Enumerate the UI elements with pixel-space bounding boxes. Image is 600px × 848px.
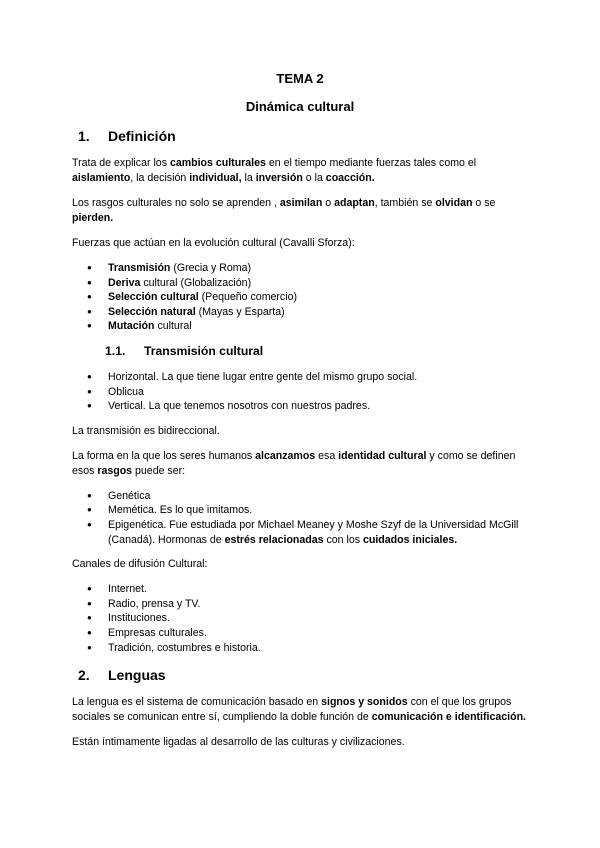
list-item: ● Horizontal. La que tiene lugar entre gente del mismo grupo social. (72, 370, 528, 385)
document-subtitle: Dinámica cultural (245, 99, 355, 114)
paragraph-ligadas: Están íntimamente ligadas al desarrollo de las culturas y civilizaciones. (72, 736, 405, 749)
list-item (72, 518, 528, 547)
section-heading-definicion (72, 126, 528, 146)
paragraph-fuerzas: Fuerzas que actúan en la evolución cultural (Cavalli Sforza): (72, 237, 355, 249)
text-run: Epigenética. Fue estudiada por Michael Meaney y Moshe Szyf de la Universidad McGill (Canadá). Hormonas de (108, 518, 519, 546)
bold-term: identidad cultural (338, 449, 427, 462)
subsection-number: 1.1. (105, 343, 126, 358)
subsection-title: Transmisión cultural (144, 343, 264, 358)
list-item: ● Instituciones. (72, 611, 528, 626)
list-item: ● Genética (72, 489, 528, 504)
text-run: en el tiempo mediante fuerzas tales como el (265, 157, 477, 169)
paragraph-forma (72, 449, 528, 479)
section-heading-lenguas (72, 665, 528, 685)
channels-list (72, 582, 528, 655)
section-number: 2. (78, 667, 90, 684)
list-item (72, 290, 528, 305)
bold-term: rasgos (97, 464, 133, 477)
list-item: ● Empresas culturales. (72, 626, 528, 641)
paragraph-lengua (72, 695, 528, 725)
bold-term: cuidados iniciales. (362, 533, 458, 546)
document-title: TEMA 2 (276, 71, 324, 86)
subsection-heading-transmision (72, 342, 528, 360)
bold-term: aislamiento (72, 172, 131, 184)
transmission-types-list (72, 370, 528, 414)
text-run: , la decisión (130, 172, 190, 184)
text-run: cultural (154, 320, 192, 333)
paragraph-definition (72, 156, 528, 186)
list-item: ● Memética. Es lo que imitamos. (72, 503, 528, 518)
bold-term: olvidan (435, 197, 473, 209)
list-item: ● Radio, prensa y TV. (72, 597, 528, 612)
bold-term: Mutación (108, 320, 155, 333)
bold-term: signos y sonidos (321, 696, 408, 709)
text-run: (Mayas y Esparta) (195, 305, 285, 318)
bold-term: asimilan (279, 197, 323, 209)
text-run: la (241, 172, 256, 184)
bold-term: adaptan (334, 197, 375, 209)
document-page (72, 70, 528, 750)
bold-term: Deriva (108, 276, 141, 289)
text-run: y como se definen esos (72, 449, 516, 477)
paragraph-canales: Canales de difusión Cultural: (72, 558, 208, 571)
list-item: ● Vertical. La que tenemos nosotros con nuestros padres. (72, 399, 528, 414)
section-title: Lenguas (108, 667, 166, 684)
identity-ways-list (72, 489, 528, 547)
bold-term: alcanzamos (255, 449, 316, 462)
bold-term: estrés relacionadas (224, 533, 324, 546)
text-run: (Grecia y Roma) (170, 262, 252, 274)
list-item (72, 276, 528, 291)
bold-term: coacción. (325, 172, 375, 184)
text-run: cultural (Globalización) (140, 276, 252, 289)
text-run: La lengua es el sistema de comunicación basado en (72, 696, 322, 709)
list-item: ● Internet. (72, 582, 528, 597)
text-run: , también se (374, 197, 436, 209)
bold-term: inversión (255, 172, 303, 184)
bold-term: comunicación e identificación. (371, 711, 526, 724)
list-item (72, 261, 528, 276)
text-run: o (322, 197, 335, 209)
text-run: La forma en la que los seres humanos (72, 449, 256, 462)
text-run: o la (302, 172, 326, 184)
bold-term: Transmisión (108, 262, 171, 274)
section-title: Definición (108, 128, 176, 144)
forces-list (72, 261, 528, 334)
paragraph-rasgos (72, 196, 528, 226)
list-item: ● Oblicua (72, 385, 528, 400)
text-run: (Pequeño comercio) (198, 291, 298, 304)
text-run: esa (315, 449, 339, 462)
text-run: con los (323, 533, 363, 546)
text-run: puede ser: (132, 464, 186, 477)
bold-term: individual, (189, 172, 242, 184)
text-run: con el que los grupos sociales se comunican entre sí, cumpliendo la doble función de (72, 696, 512, 724)
list-item: ● Tradición, costumbres e historia. (72, 641, 528, 656)
paragraph-bidireccional: La transmisión es bidireccional. (72, 424, 220, 437)
text-run: Los rasgos culturales no solo se aprenden , (72, 197, 280, 209)
bold-term: cambios culturales (169, 157, 266, 169)
bold-term: Selección natural (108, 305, 196, 318)
list-item (72, 319, 528, 334)
bold-term: Selección cultural (108, 291, 199, 304)
list-item (72, 305, 528, 320)
section-number: 1. (78, 128, 90, 144)
bold-term: pierden. (72, 212, 114, 224)
text-run: Trata de explicar los (72, 157, 170, 169)
text-run: o se (472, 197, 496, 209)
